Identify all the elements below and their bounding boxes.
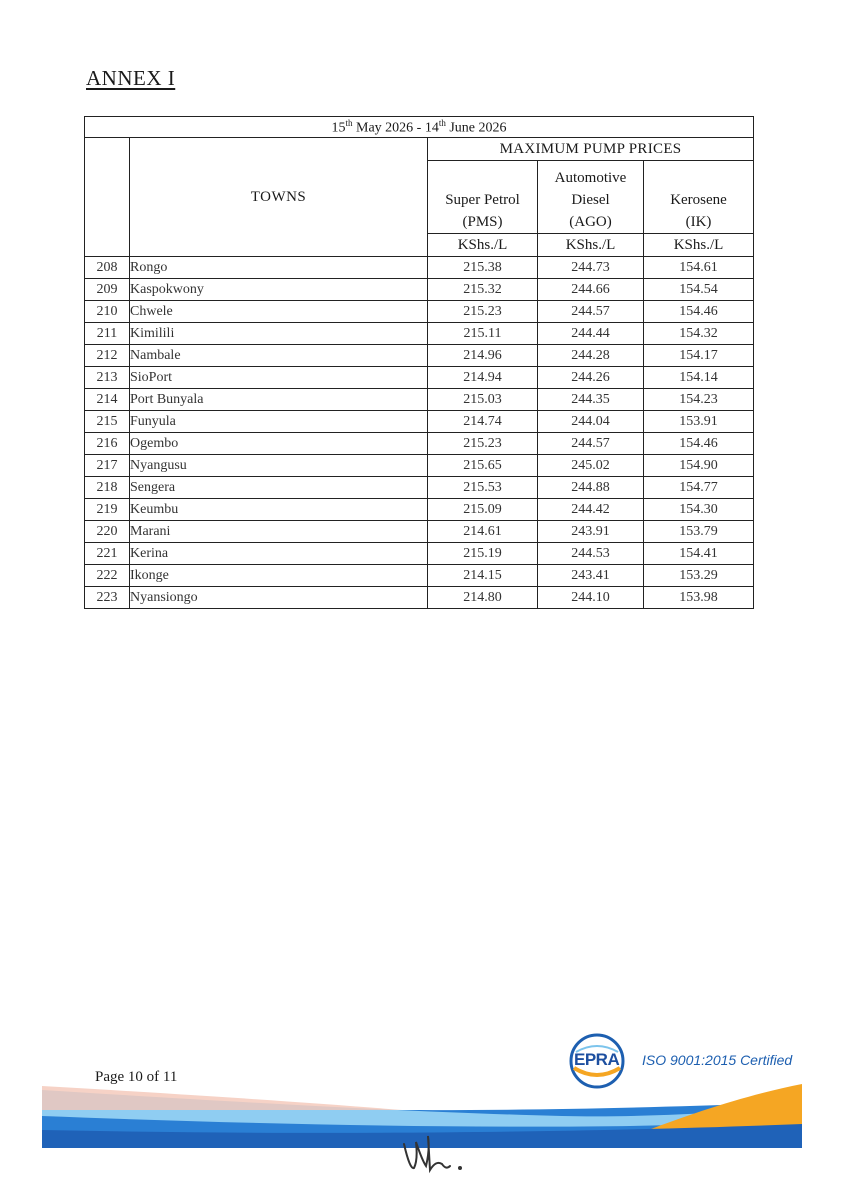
page-number: Page 10 of 11 — [95, 1069, 178, 1085]
town-name: SioPort — [130, 367, 428, 389]
row-number: 214 — [85, 389, 130, 411]
row-number: 216 — [85, 433, 130, 455]
ago-line3: (AGO) — [569, 214, 612, 230]
ik-price: 153.29 — [644, 565, 754, 587]
ik-price: 154.30 — [644, 499, 754, 521]
ik-price: 153.98 — [644, 587, 754, 609]
row-number: 218 — [85, 477, 130, 499]
row-number: 208 — [85, 257, 130, 279]
ago-price: 245.02 — [538, 455, 644, 477]
town-name: Rongo — [130, 257, 428, 279]
pms-price: 215.53 — [428, 477, 538, 499]
ago-price: 244.66 — [538, 279, 644, 301]
max-prices-row — [85, 138, 754, 161]
ik-price: 154.32 — [644, 323, 754, 345]
table-row — [85, 279, 754, 301]
row-number: 223 — [85, 587, 130, 609]
ik-price: 154.54 — [644, 279, 754, 301]
town-name: Kerina — [130, 543, 428, 565]
row-number: 217 — [85, 455, 130, 477]
ago-price: 244.26 — [538, 367, 644, 389]
product-header-ik — [644, 161, 754, 234]
ago-price: 243.41 — [538, 565, 644, 587]
max-prices-header: MAXIMUM PUMP PRICES — [428, 138, 754, 161]
price-rows — [85, 257, 754, 609]
period-start-rest: May 2026 - 14 — [352, 120, 439, 136]
pms-price: 214.15 — [428, 565, 538, 587]
town-name: Port Bunyala — [130, 389, 428, 411]
row-number: 220 — [85, 521, 130, 543]
town-name: Sengera — [130, 477, 428, 499]
product-header-ago — [538, 161, 644, 234]
row-number: 219 — [85, 499, 130, 521]
table-row — [85, 565, 754, 587]
pms-price: 215.11 — [428, 323, 538, 345]
epra-logo-text: EPRA — [574, 1050, 620, 1069]
town-name: Marani — [130, 521, 428, 543]
row-number: 212 — [85, 345, 130, 367]
ago-price: 244.35 — [538, 389, 644, 411]
row-number: 221 — [85, 543, 130, 565]
ik-price: 153.91 — [644, 411, 754, 433]
ik-line3: (IK) — [685, 214, 712, 230]
pms-price: 215.23 — [428, 301, 538, 323]
pms-price: 214.61 — [428, 521, 538, 543]
table-row — [85, 455, 754, 477]
row-number: 222 — [85, 565, 130, 587]
ik-price: 154.77 — [644, 477, 754, 499]
table-row — [85, 411, 754, 433]
unit-ago: KShs./L — [538, 234, 644, 257]
period-end-suffix: th — [438, 117, 446, 128]
row-number: 209 — [85, 279, 130, 301]
pms-price: 215.23 — [428, 433, 538, 455]
town-name: Ikonge — [130, 565, 428, 587]
town-name: Kimilili — [130, 323, 428, 345]
pms-price: 215.19 — [428, 543, 538, 565]
ago-price: 244.53 — [538, 543, 644, 565]
town-name: Nyansiongo — [130, 587, 428, 609]
table-row — [85, 433, 754, 455]
row-number: 215 — [85, 411, 130, 433]
table-row — [85, 367, 754, 389]
towns-header: TOWNS — [130, 138, 428, 257]
annex-title: ANNEX I — [86, 66, 176, 90]
pms-price: 214.80 — [428, 587, 538, 609]
ago-price: 244.57 — [538, 433, 644, 455]
table-row — [85, 499, 754, 521]
pms-price: 215.09 — [428, 499, 538, 521]
period-start-suffix: th — [345, 117, 353, 128]
period-end-rest: June 2026 — [445, 120, 507, 136]
ago-line1: Automotive — [554, 170, 627, 186]
unit-pms: KShs./L — [428, 234, 538, 257]
table-row — [85, 345, 754, 367]
pms-line2: Super Petrol — [445, 192, 520, 208]
pms-price: 215.32 — [428, 279, 538, 301]
ago-price: 244.73 — [538, 257, 644, 279]
ik-price: 154.46 — [644, 301, 754, 323]
table-row — [85, 389, 754, 411]
town-name: Chwele — [130, 301, 428, 323]
ik-price: 154.14 — [644, 367, 754, 389]
period-header — [85, 117, 754, 138]
table-row — [85, 543, 754, 565]
town-name: Ogembo — [130, 433, 428, 455]
table-row — [85, 323, 754, 345]
ik-line2: Kerosene — [670, 192, 727, 208]
ago-price: 244.10 — [538, 587, 644, 609]
town-name: Kaspokwony — [130, 279, 428, 301]
town-name: Funyula — [130, 411, 428, 433]
table-row — [85, 521, 754, 543]
period-start-day: 15 — [331, 120, 346, 136]
town-name: Nambale — [130, 345, 428, 367]
pms-line3: (PMS) — [462, 214, 503, 230]
pms-price: 215.65 — [428, 455, 538, 477]
town-name: Nyangusu — [130, 455, 428, 477]
product-header-pms — [428, 161, 538, 234]
ago-price: 244.28 — [538, 345, 644, 367]
row-number: 213 — [85, 367, 130, 389]
handwritten-signature — [400, 1130, 470, 1180]
blank-number-header — [85, 138, 130, 257]
ik-price: 154.46 — [644, 433, 754, 455]
table-row — [85, 301, 754, 323]
ago-price: 244.04 — [538, 411, 644, 433]
unit-ik: KShs./L — [644, 234, 754, 257]
ago-price: 244.57 — [538, 301, 644, 323]
period-row — [85, 117, 754, 138]
ik-price: 154.17 — [644, 345, 754, 367]
town-name: Keumbu — [130, 499, 428, 521]
ago-line2: Diesel — [571, 192, 610, 208]
pump-prices-table — [84, 116, 754, 609]
ik-price: 154.23 — [644, 389, 754, 411]
ago-price: 244.88 — [538, 477, 644, 499]
row-number: 210 — [85, 301, 130, 323]
table-row — [85, 477, 754, 499]
ik-price: 153.79 — [644, 521, 754, 543]
ago-price: 243.91 — [538, 521, 644, 543]
pms-price: 214.96 — [428, 345, 538, 367]
table-row — [85, 587, 754, 609]
pms-price: 215.03 — [428, 389, 538, 411]
ik-price: 154.90 — [644, 455, 754, 477]
pms-price: 215.38 — [428, 257, 538, 279]
ago-price: 244.42 — [538, 499, 644, 521]
pms-price: 214.74 — [428, 411, 538, 433]
table-row — [85, 257, 754, 279]
row-number: 211 — [85, 323, 130, 345]
ik-price: 154.41 — [644, 543, 754, 565]
ago-price: 244.44 — [538, 323, 644, 345]
pms-price: 214.94 — [428, 367, 538, 389]
iso-certification: ISO 9001:2015 Certified — [642, 1052, 793, 1068]
ik-price: 154.61 — [644, 257, 754, 279]
